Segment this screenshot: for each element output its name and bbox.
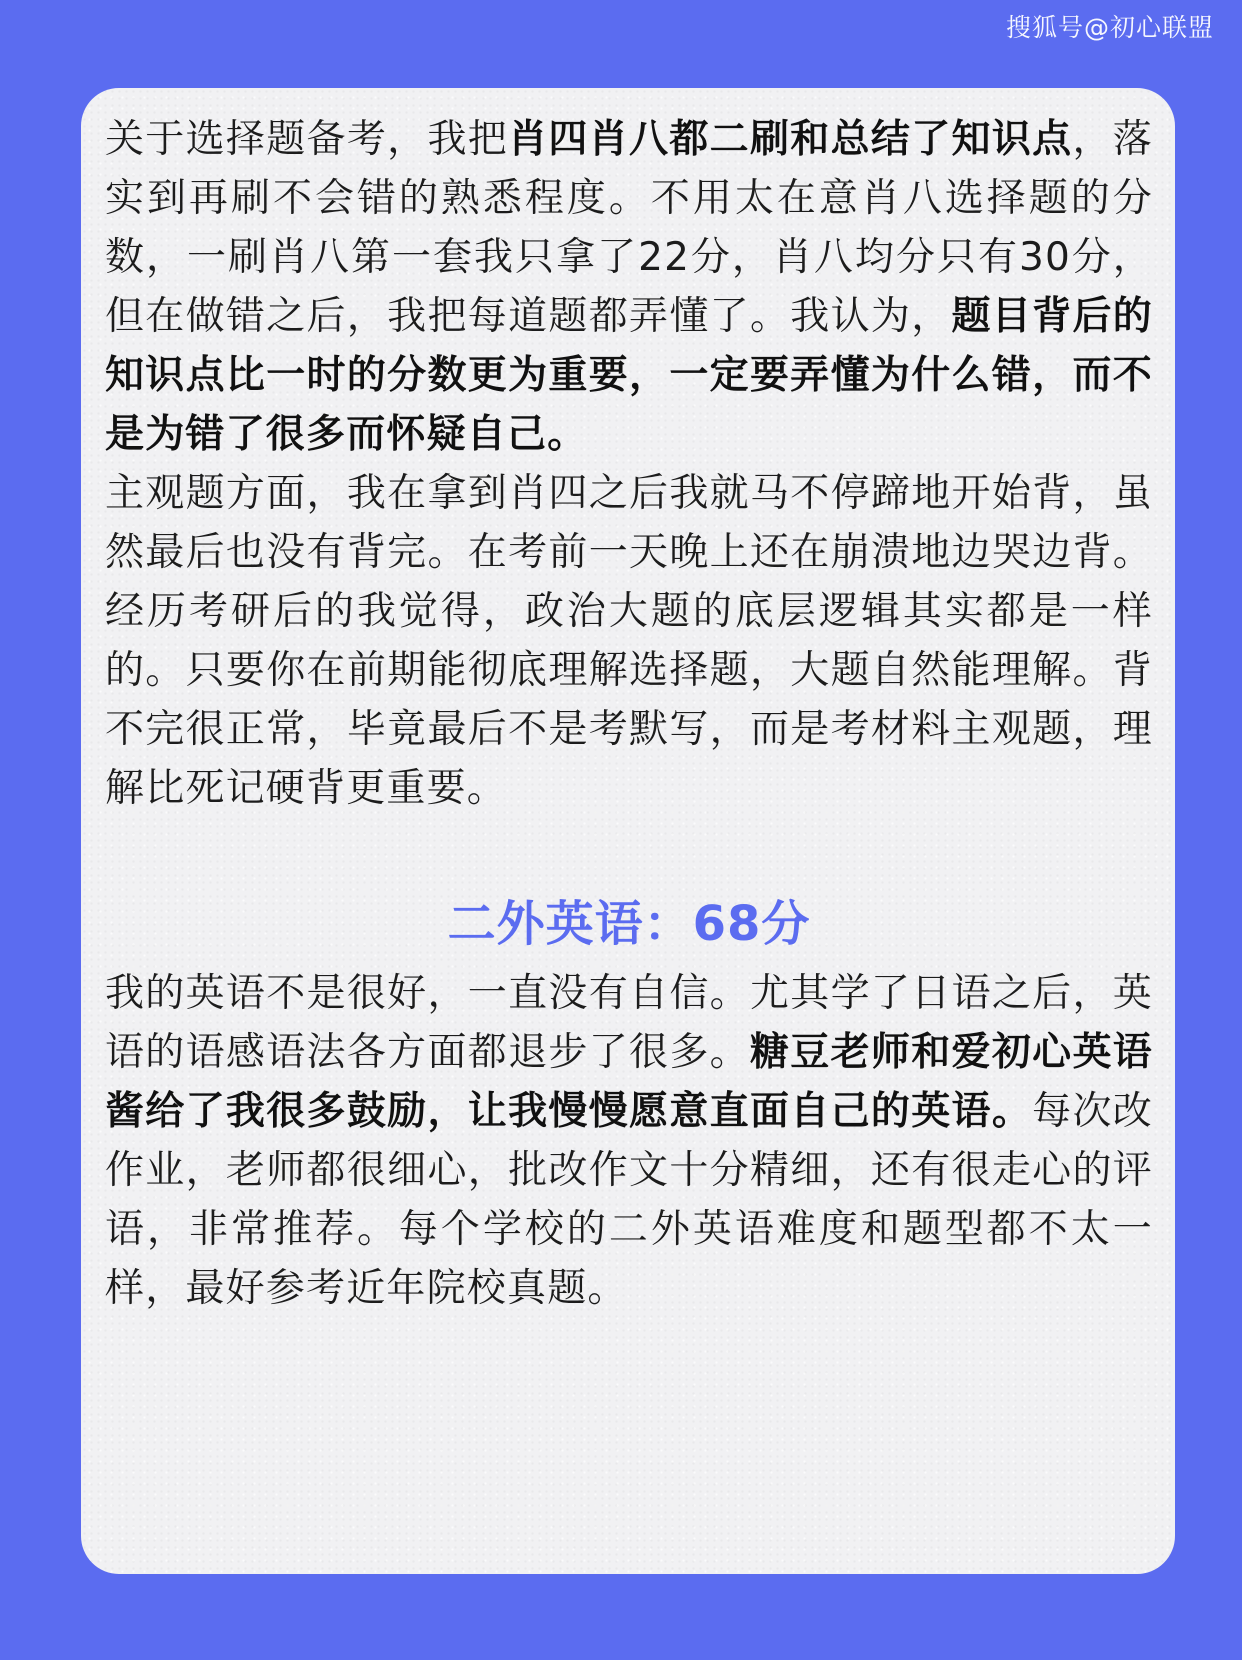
bold-segment: 肖四肖八都二刷和总结了知识点 (508, 117, 1073, 162)
text-segment: ，落实到再刷不会错的熟悉程度。不用太在意肖八选择题的分数，一刷肖八第一套我只拿了22分，肖八均分只有30分，但在做错之后，我把每道题都弄懂了。我认为， (105, 117, 1153, 339)
text-segment: 主观题方面，我在拿到肖四之后我就马不停蹄地开始背，虽然最后也没有背完。在考前一天晚上还在崩溃地边哭边背。经历考研后的我觉得，政治大题的底层逻辑其实都是一样的。只要你在前期能彻底理解选择题，大题自然能理解。背不完很正常，毕竟最后不是考默写，而是考材料主观题，理解比死记硬背更重要。 (105, 471, 1153, 811)
paragraph-english (105, 964, 1153, 1318)
paragraph-essay-questions (105, 464, 1153, 818)
content-card (81, 88, 1175, 1574)
text-segment: 我的英语不是很好，一直没有自信。尤其学了日语之后，英语的语感语法各方面都退步了很多。 (105, 971, 1153, 1075)
text-segment: 每次改作业，老师都很细心，批改作文十分精细，还有很走心的评语，非常推荐。每个学校的二外英语难度和题型都不太一样，最好参考近年院校真题。 (105, 1089, 1153, 1311)
section-title: 二外英语：68分 (447, 896, 811, 952)
watermark: 搜狐号@初心联盟 (1005, 13, 1214, 42)
bold-segment: 糖豆老师和爱初心英语酱给了我很多鼓励，让我慢慢愿意直面自己的英语。 (105, 1030, 1153, 1134)
text-segment: 关于选择题备考，我把 (105, 117, 509, 162)
paragraph-multiple-choice-prep (105, 110, 1153, 464)
bold-segment: 题目背后的知识点比一时的分数更为重要，一定要弄懂为什么错，而不是为错了很多而怀疑自己。 (105, 294, 1153, 457)
